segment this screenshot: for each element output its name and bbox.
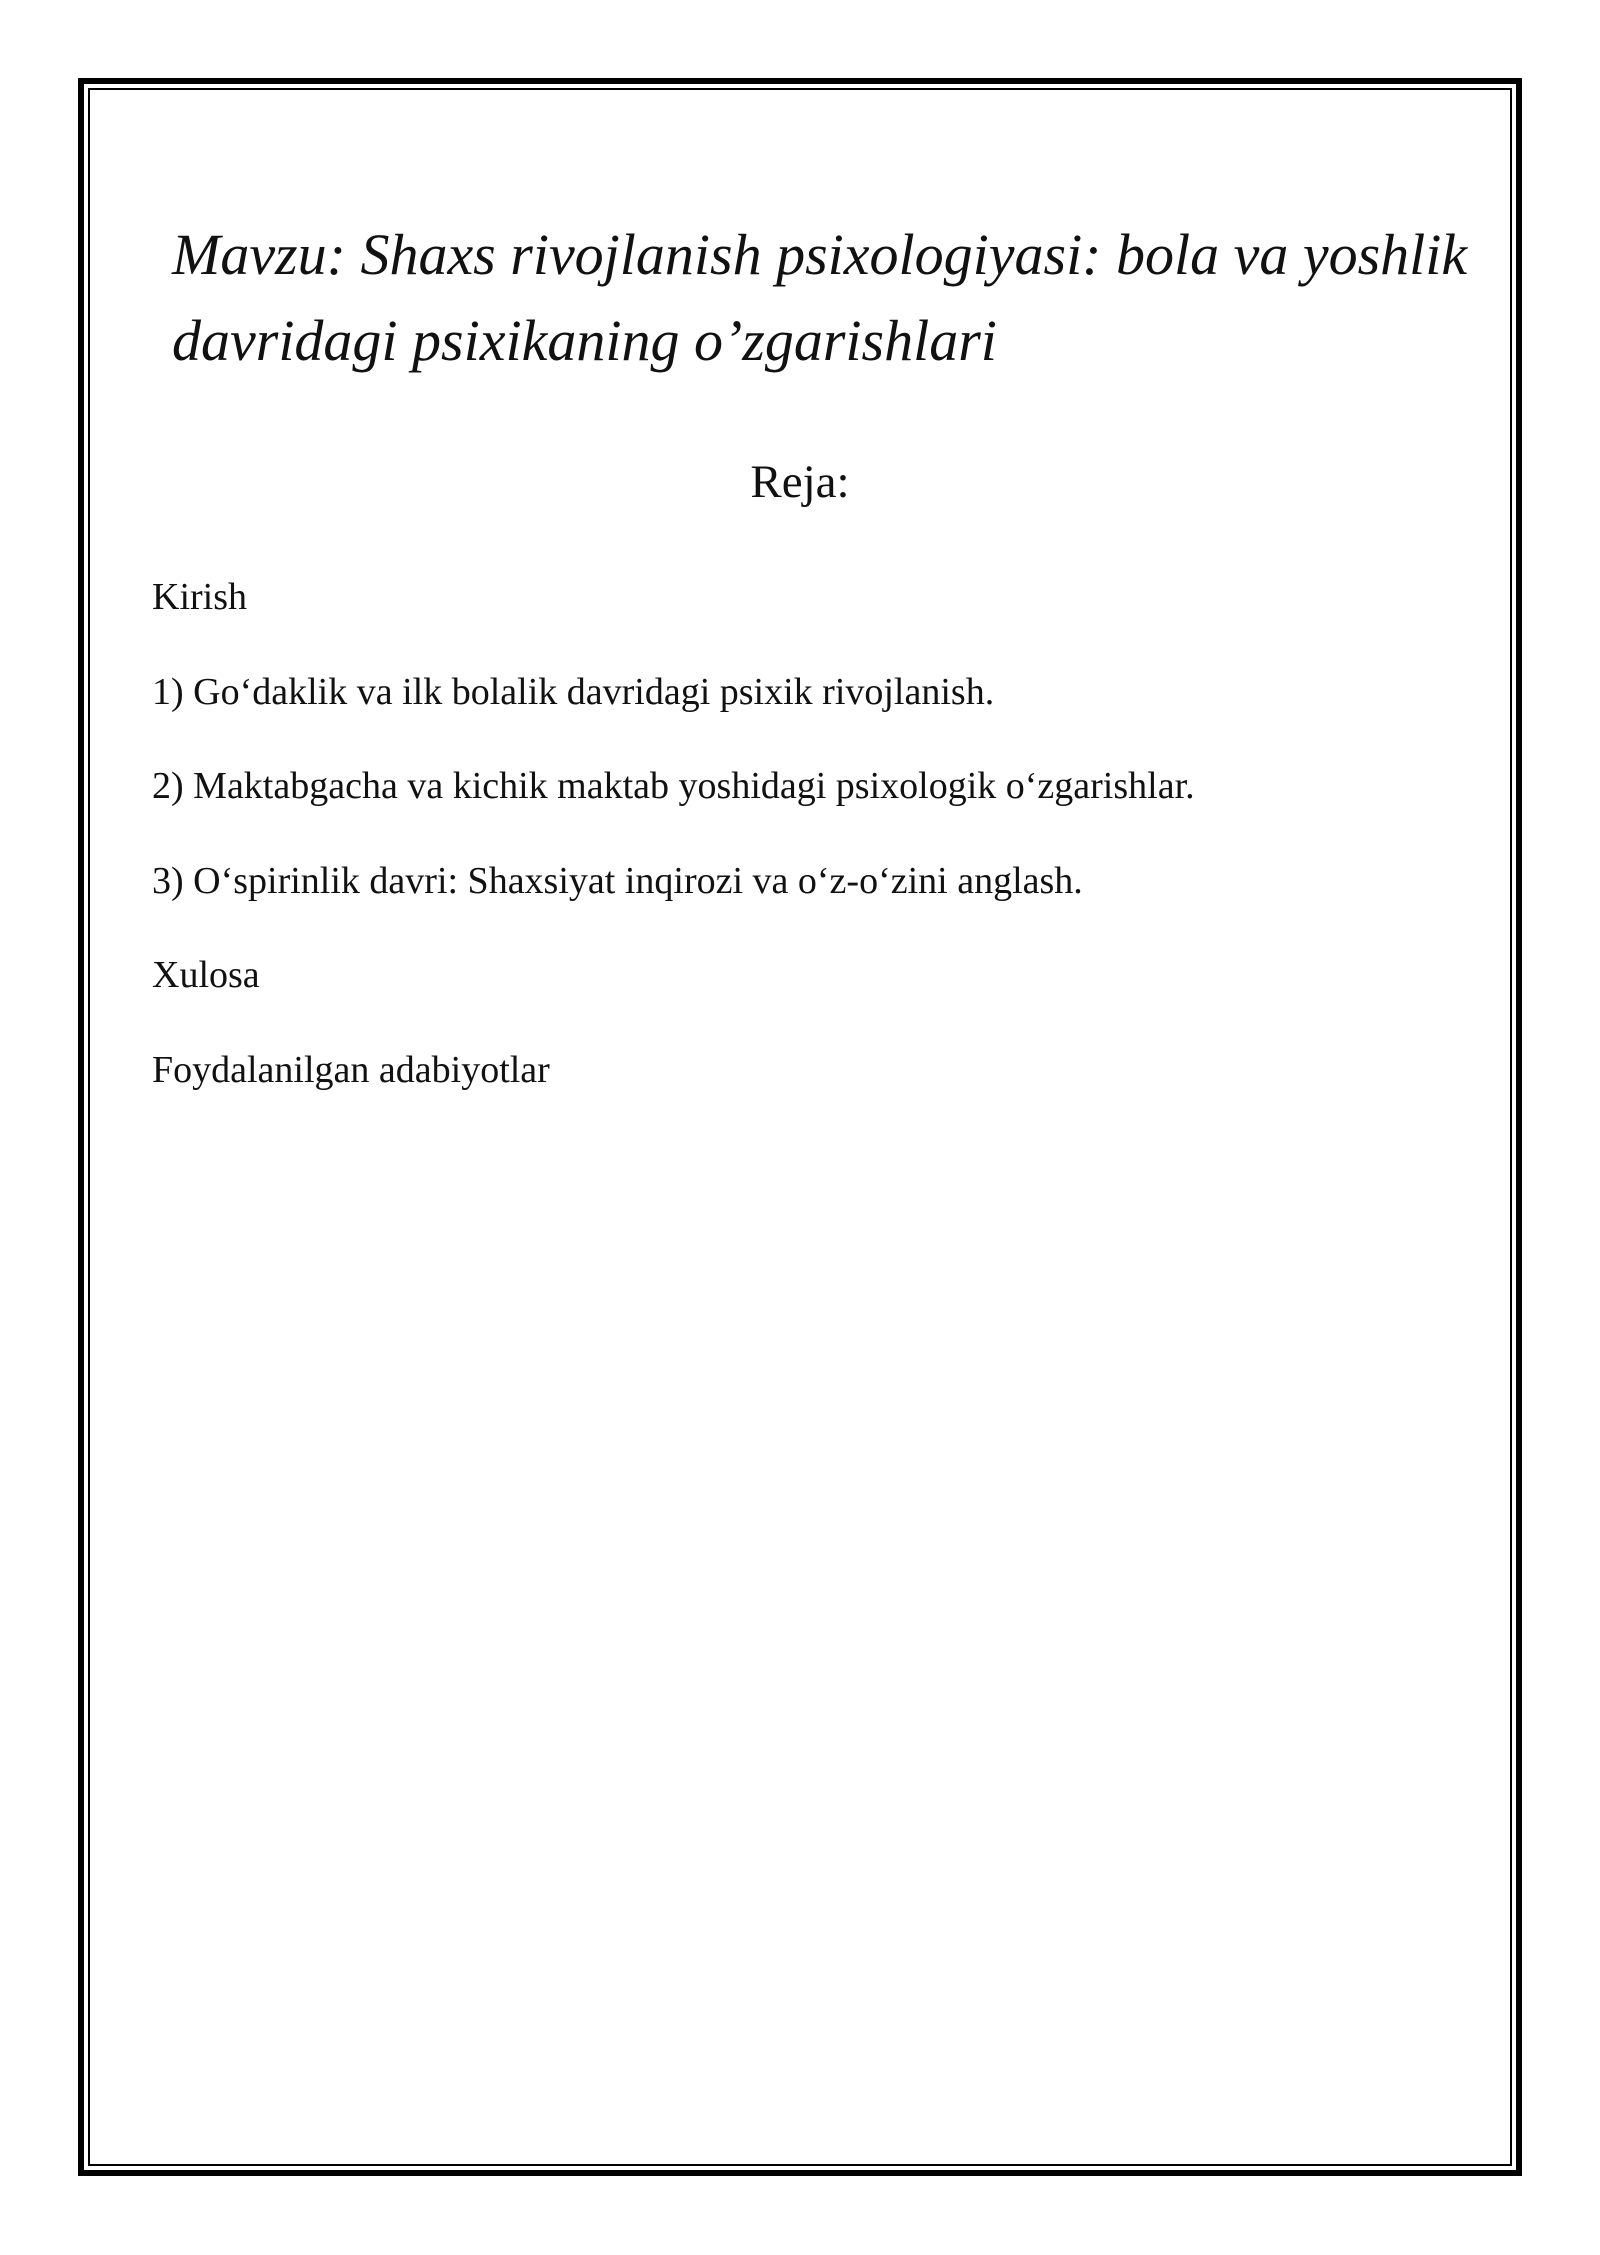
document-title: Mavzu: Shaxs rivojlanish psixologiyasi: bola va yoshlik davridagi psixikaning o’zgarishlari — [172, 222, 1468, 373]
plan-item-introduction: Kirish — [152, 576, 247, 618]
plan-list — [152, 573, 1452, 1140]
plan-item-conclusion: Xulosa — [152, 954, 260, 996]
plan-item-1: 1) Go‘daklik va ilk bolalik davridagi psixik rivojlanish. — [152, 670, 995, 713]
plan-item-references: Foydalanilgan adabiyotlar — [152, 1048, 550, 1091]
plan-heading: Reja: — [750, 456, 850, 508]
plan-item-2: 2) Maktabgacha va kichik maktab yoshidagi psixologik o‘zgarishlar. — [152, 765, 1195, 807]
plan-item-3: 3) O‘spirinlik davri: Shaxsiyat inqirozi va o‘z-o‘zini anglash. — [152, 859, 1083, 902]
